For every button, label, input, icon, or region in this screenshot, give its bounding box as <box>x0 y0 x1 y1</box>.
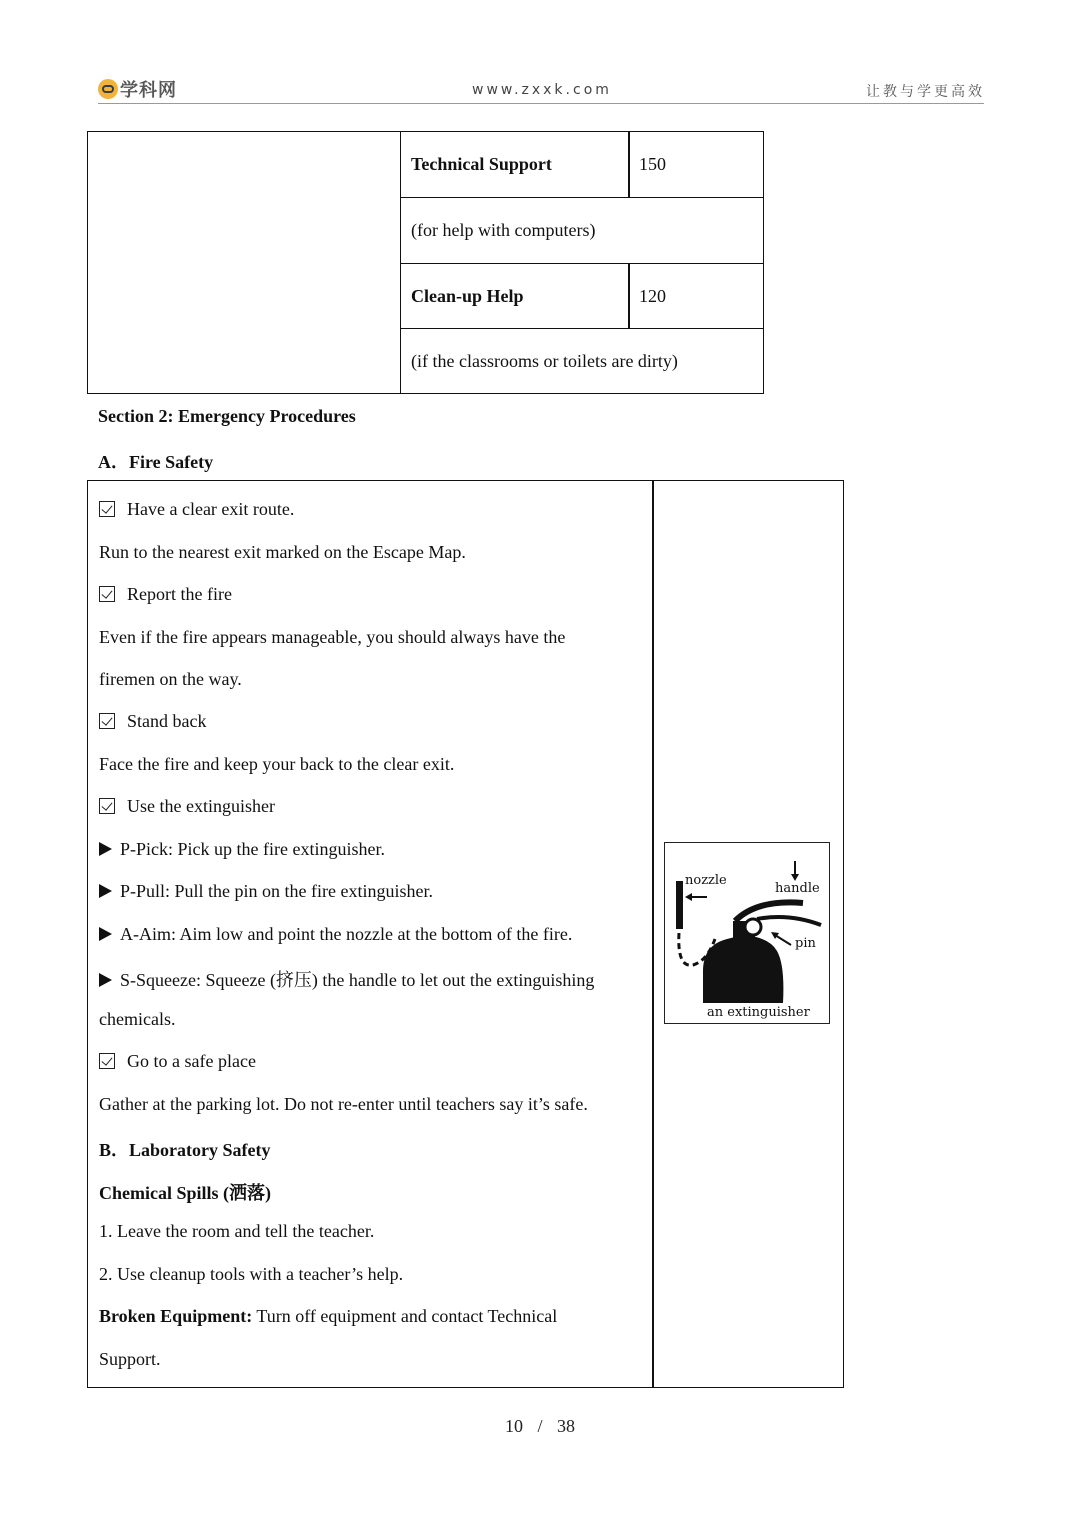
list-item: Go to a safe place <box>99 1051 256 1072</box>
site-logo[interactable] <box>98 76 177 102</box>
list-item: Even if the fire appears manageable, you should always have the <box>99 627 566 647</box>
contact-name: Technical Support <box>411 154 552 174</box>
fire-extinguisher-icon <box>665 843 828 1022</box>
site-url[interactable]: www.zxxk.com <box>472 82 612 98</box>
broken-equipment-line <box>99 1306 557 1327</box>
chemical-spills-title: Chemical Spills (洒落) <box>99 1183 272 1203</box>
list-item: P-Pull: Pull the pin on the fire extinguisher. <box>99 881 433 902</box>
handle-label: handle <box>775 881 820 896</box>
checkbox-checked-icon <box>99 713 115 729</box>
bullet-triangle-icon <box>99 927 112 941</box>
cell-divider <box>628 132 630 197</box>
list-item: Face the fire and keep your back to the clear exit. <box>99 754 455 774</box>
bullet-triangle-icon <box>99 973 112 987</box>
header-divider <box>98 103 984 104</box>
broken-equipment-label: Broken Equipment: <box>99 1306 253 1326</box>
subsection-title-lab: B．Laboratory Safety <box>99 1140 271 1160</box>
list-item: Have a clear exit route. <box>99 499 294 520</box>
page-header <box>0 0 1080 110</box>
logo-text: 学科网 <box>120 80 177 101</box>
broken-equipment-text: Turn off equipment and contact Technical <box>252 1306 558 1326</box>
figure-caption: an extinguisher <box>707 1005 810 1020</box>
list-item: Run to the nearest exit marked on the Escape Map. <box>99 542 466 562</box>
list-item: 2. Use cleanup tools with a teacher’s help. <box>99 1264 404 1284</box>
section-title: Section 2: Emergency Procedures <box>98 406 356 426</box>
pin-label: pin <box>795 936 816 951</box>
contact-table <box>87 131 764 394</box>
contact-note: (for help with computers) <box>411 220 596 240</box>
table-row <box>401 329 763 393</box>
subsection-title-fire: A．Fire Safety <box>98 452 214 472</box>
bullet-triangle-icon <box>99 842 112 856</box>
checkbox-checked-icon <box>99 1053 115 1069</box>
list-item: firemen on the way. <box>99 669 242 689</box>
table-row <box>401 132 763 198</box>
contact-note: (if the classrooms or toilets are dirty) <box>411 350 678 371</box>
list-item: Support. <box>99 1349 161 1369</box>
contact-number: 150 <box>639 154 666 174</box>
total-pages: 38 <box>557 1416 575 1436</box>
contact-table-empty-cell <box>88 132 401 393</box>
list-item: Stand back <box>99 711 206 732</box>
contact-number: 120 <box>639 285 666 306</box>
checkbox-checked-icon <box>99 798 115 814</box>
column-divider <box>652 481 654 1387</box>
list-item: S-Squeeze: Squeeze (挤压) the handle to let out the extinguishing <box>99 966 594 992</box>
cell-divider <box>628 264 630 328</box>
logo-icon <box>98 79 118 99</box>
contact-name: Clean-up Help <box>411 285 524 306</box>
checkbox-checked-icon <box>99 501 115 517</box>
list-item: Gather at the parking lot. Do not re-enter until teachers say it’s safe. <box>99 1094 588 1114</box>
page-separator: / <box>537 1416 543 1436</box>
current-page: 10 <box>504 1416 523 1436</box>
site-slogan: 让教与学更高效 <box>866 84 985 100</box>
bullet-triangle-icon <box>99 884 112 898</box>
list-item: Report the fire <box>99 584 232 605</box>
table-row <box>401 264 763 329</box>
list-item: Use the extinguisher <box>99 796 275 817</box>
list-item: A-Aim: Aim low and point the nozzle at the bottom of the fire. <box>99 924 572 945</box>
list-item: 1. Leave the room and tell the teacher. <box>99 1221 375 1241</box>
list-item: P-Pick: Pick up the fire extinguisher. <box>99 839 385 860</box>
extinguisher-figure <box>664 842 830 1024</box>
table-row <box>401 198 763 264</box>
list-item: chemicals. <box>99 1009 176 1029</box>
page-number <box>0 1416 1080 1437</box>
nozzle-label: nozzle <box>685 873 727 888</box>
checkbox-checked-icon <box>99 586 115 602</box>
